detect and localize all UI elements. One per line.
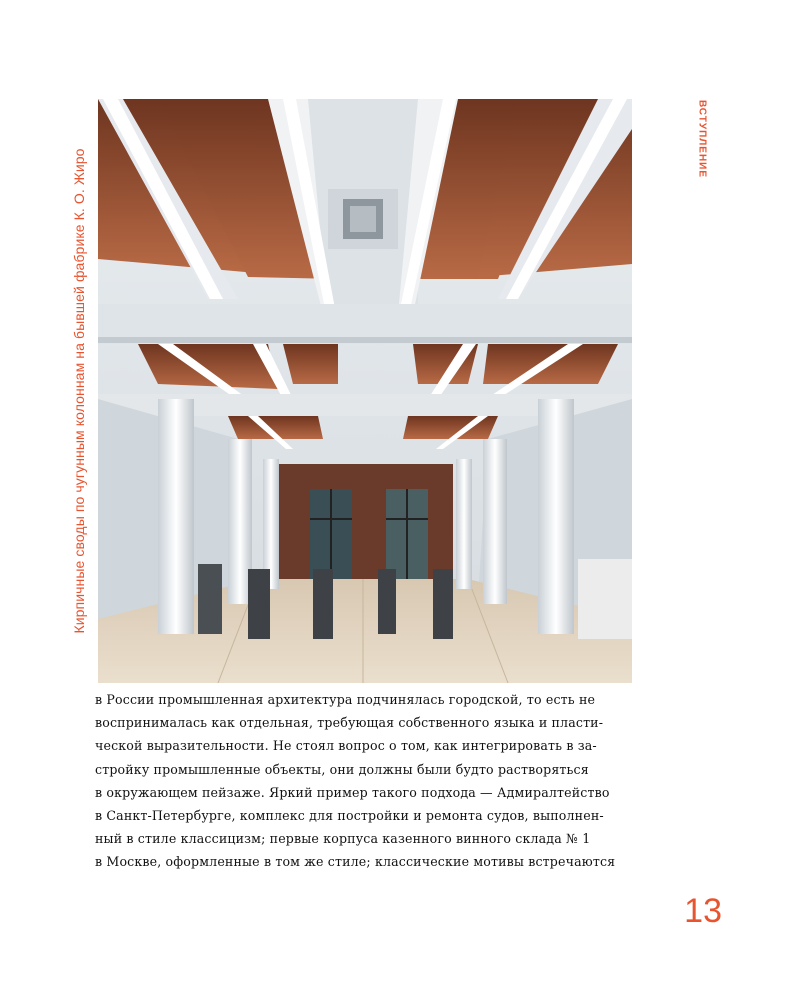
body-line: воспринималась как отдельная, требующая собственного языка и пласти-: [95, 715, 604, 731]
body-line: в окружающем пейзаже. Яркий пример такого подхода — Адмиралтейство: [95, 784, 610, 800]
page-number: 13: [684, 892, 722, 930]
body-line: ный в стиле классицизм; первые корпуса казенного винного склада № 1: [95, 831, 591, 847]
body-text: [95, 688, 635, 874]
section-label: [692, 99, 712, 179]
photo-caption: [69, 99, 89, 683]
photo-caption-text: Кирпичные своды по чугунным колоннам на бывшей фабрике К. О. Жиро: [71, 148, 87, 634]
section-label-text: ВСТУПЛЕНИЕ: [696, 99, 708, 179]
interior-photo: [98, 99, 632, 683]
body-line: в Санкт-Петербурге, комплекс для постройки и ремонта судов, выполнен-: [95, 808, 604, 824]
body-line: стройку промышленные объекты, они должны были будто растворяться: [95, 761, 589, 777]
body-line: ческой выразительности. Не стоял вопрос о том, как интегрировать в за-: [95, 738, 597, 754]
interior-photo-illustration: [98, 99, 632, 683]
body-line: в России промышленная архитектура подчинялась городской, то есть не: [95, 692, 596, 707]
body-line: в Москве, оформленные в том же стиле; классические мотивы встречаются: [95, 854, 616, 870]
